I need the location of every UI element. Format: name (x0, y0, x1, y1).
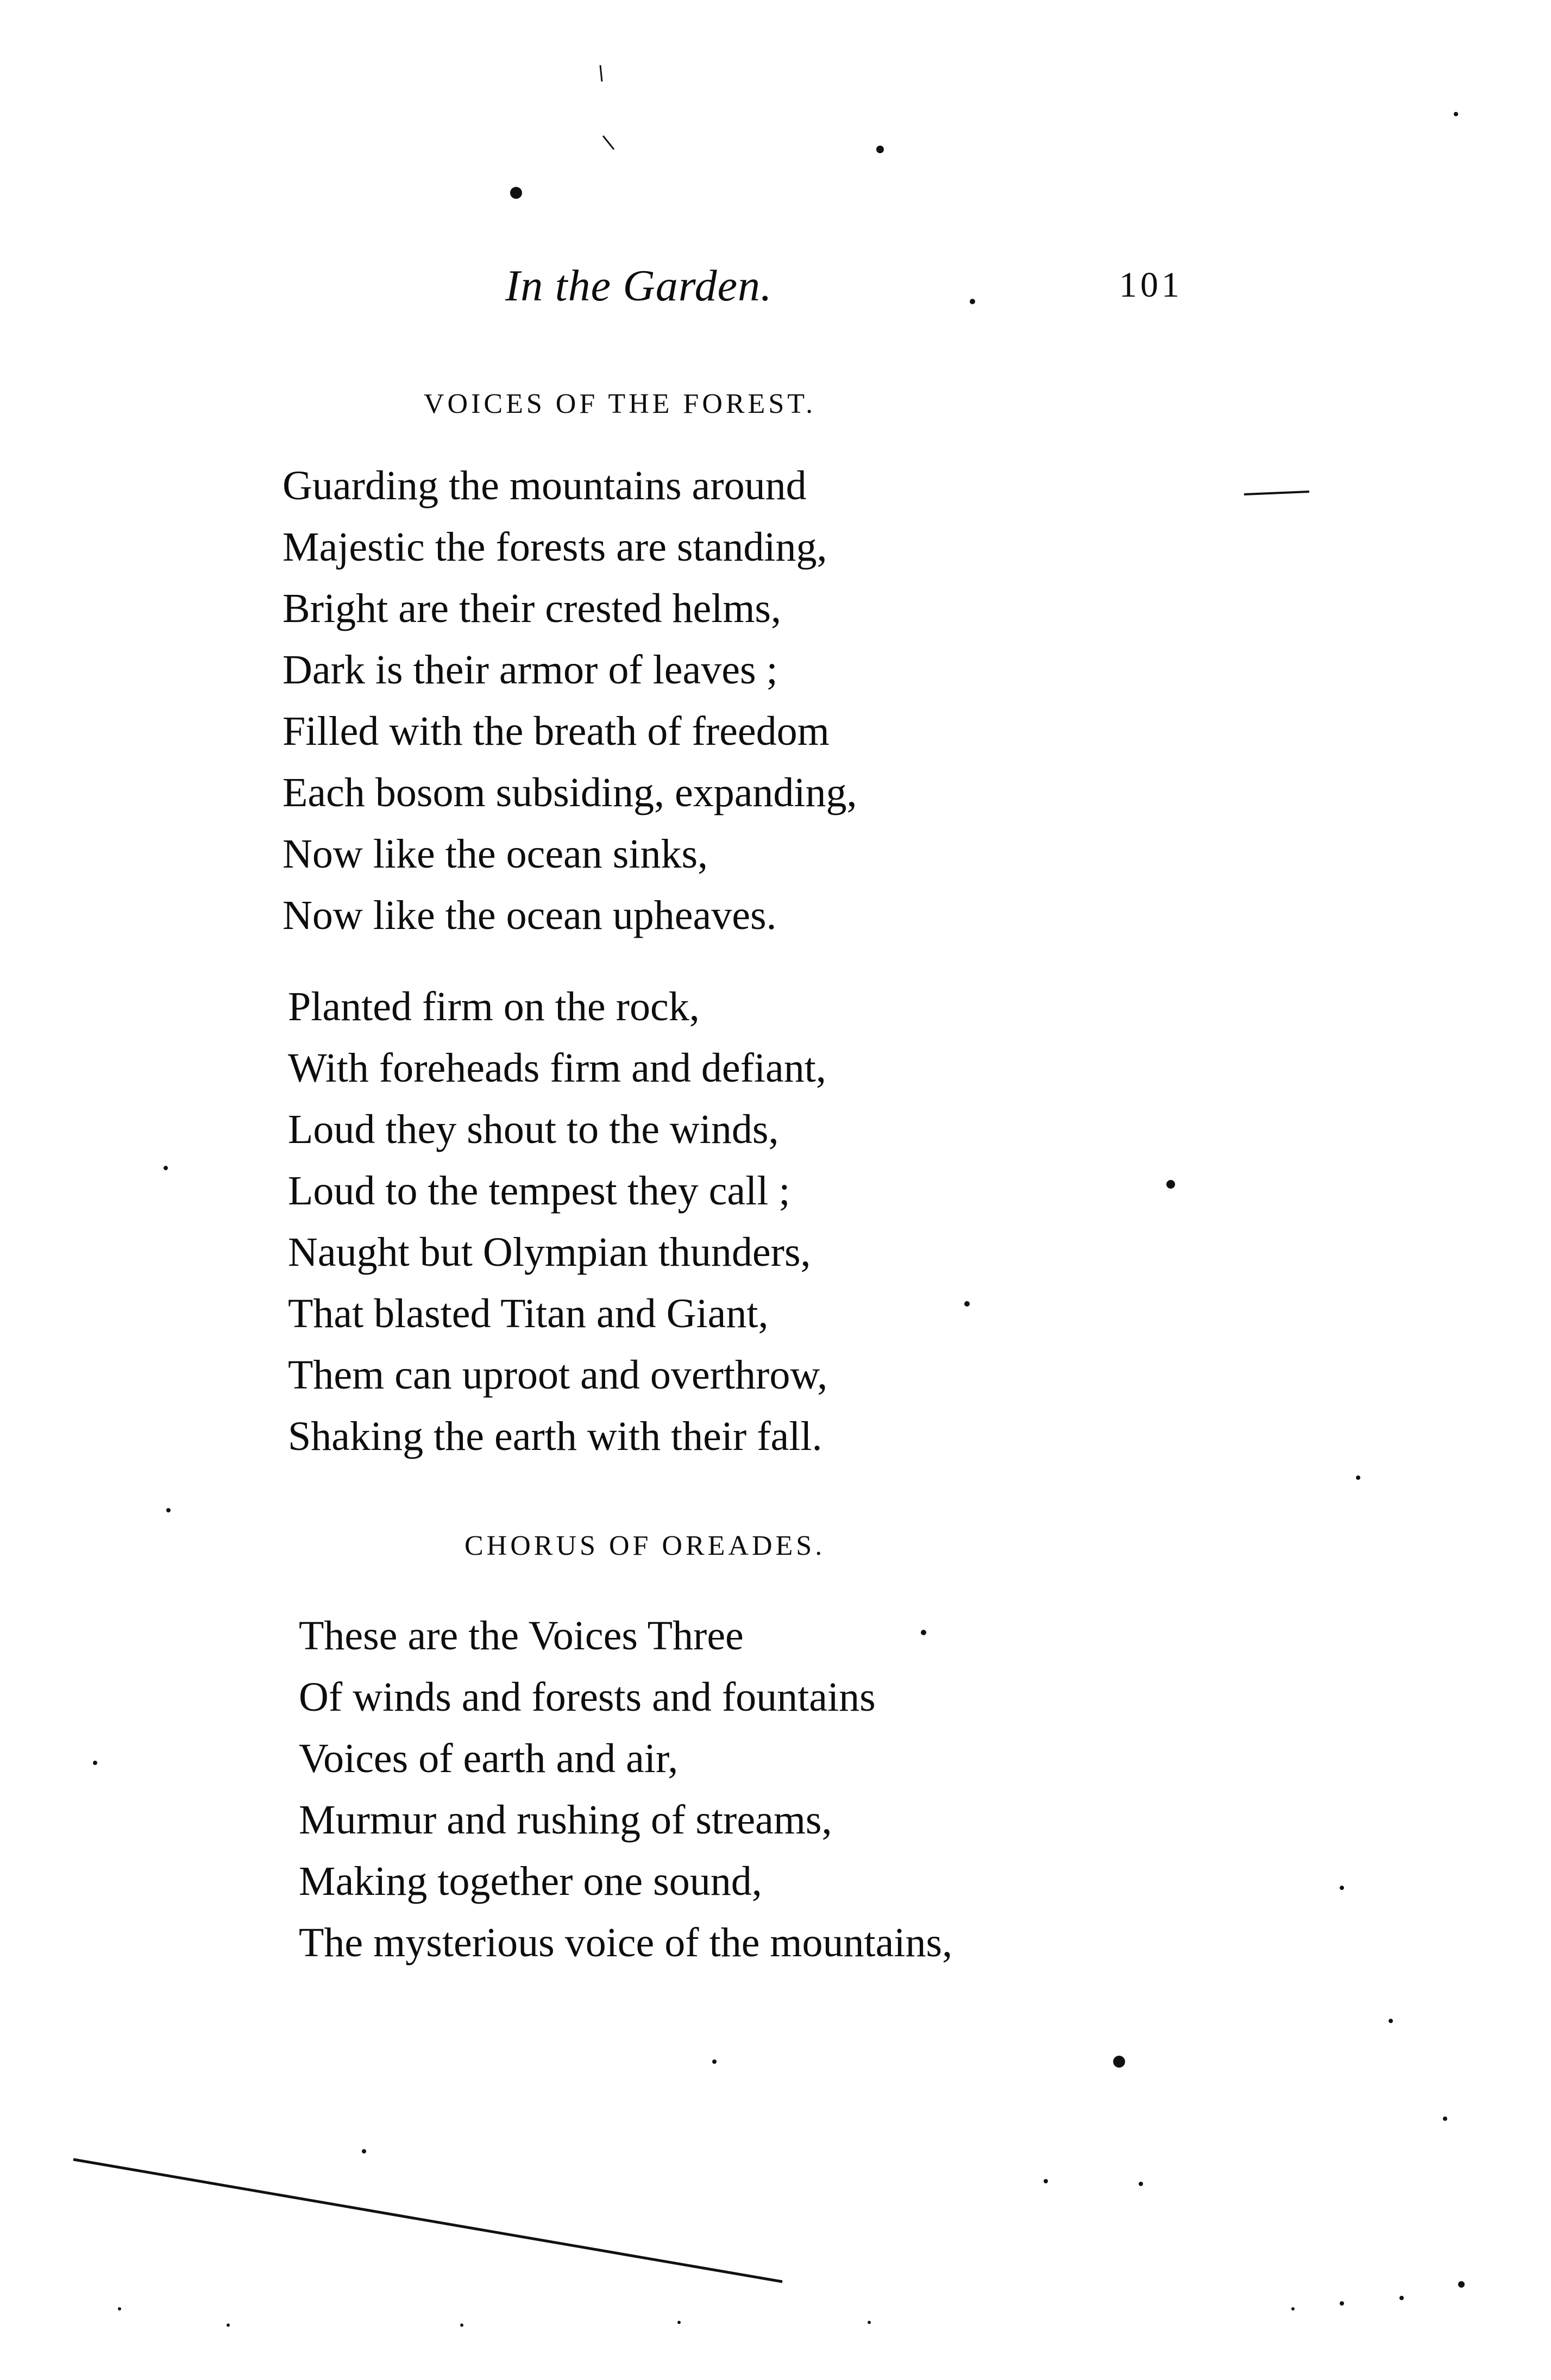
poem-title: VOICES OF THE FOREST. (424, 388, 817, 419)
running-title: In the Garden. (505, 261, 773, 310)
verse-line: The mysterious voice of the mountains, (299, 1920, 953, 1965)
verse-line: Now like the ocean upheaves. (282, 893, 777, 938)
poem-title: CHORUS OF OREADES. (464, 1530, 826, 1561)
verse-line: Voices of earth and air, (299, 1736, 679, 1781)
verse-line: Planted firm on the rock, (288, 984, 700, 1029)
verse-line: Making together one sound, (299, 1858, 762, 1904)
verse-line: Dark is their armor of leaves ; (282, 647, 778, 693)
stanza (288, 976, 827, 1467)
stanza (282, 455, 857, 946)
verse-line: Naught but Olympian thunders, (288, 1229, 811, 1275)
verse-line: Bright are their crested helms, (282, 586, 782, 631)
verse-line: Each bosom subsiding, expanding, (282, 770, 857, 815)
verse-line: Filled with the breath of freedom (282, 708, 830, 754)
verse-line: Majestic the forests are standing, (282, 524, 827, 570)
verse-line: Now like the ocean sinks, (282, 831, 708, 877)
verse-line: Shaking the earth with their fall. (288, 1414, 822, 1459)
verse-line: Them can uproot and overthrow, (288, 1352, 828, 1398)
verse-line: With foreheads firm and defiant, (288, 1045, 826, 1091)
verse-line: Of winds and forests and fountains (299, 1674, 876, 1720)
verse-line: These are the Voices Three (299, 1613, 744, 1659)
page-number: 101 (1119, 265, 1183, 305)
verse-line: Loud they shout to the winds, (288, 1107, 779, 1152)
verse-line: Loud to the tempest they call ; (288, 1168, 790, 1214)
verse-line: That blasted Titan and Giant, (288, 1291, 769, 1336)
verse-line: Murmur and rushing of streams, (299, 1797, 832, 1843)
verse-line: Guarding the mountains around (282, 463, 807, 508)
stanza (299, 1605, 952, 1974)
